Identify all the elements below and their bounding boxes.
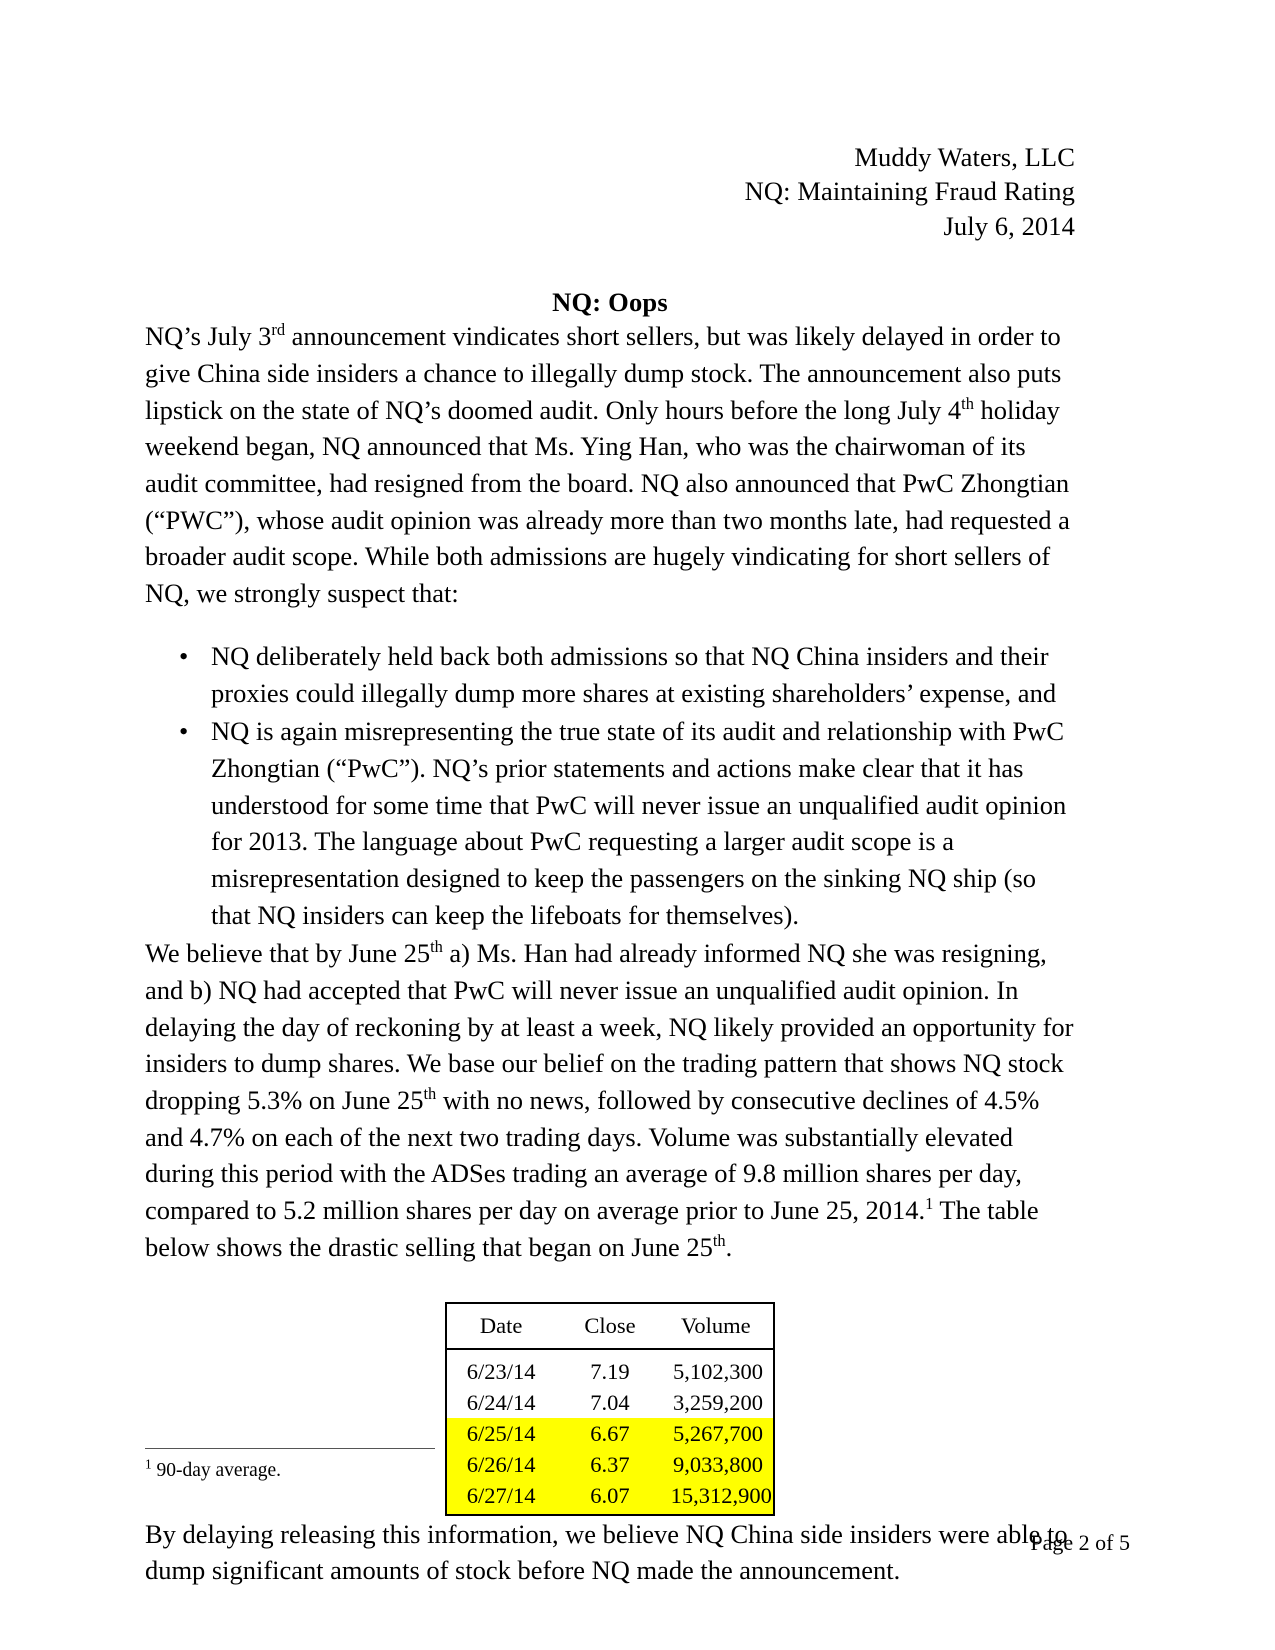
- para1-sup2: th: [961, 393, 974, 413]
- cell-date: 6/24/14: [466, 1389, 536, 1415]
- cell-volume: 5,102,300: [673, 1358, 763, 1384]
- cell-date: 6/23/14: [466, 1358, 536, 1384]
- page-title: NQ: Oops: [552, 287, 668, 318]
- footnote-entry: [145, 1458, 1075, 1483]
- cell-volume: 9,033,800: [665, 1449, 774, 1480]
- header-date: July 6, 2014: [943, 210, 1075, 241]
- price-volume-table: [445, 1302, 775, 1516]
- cell-date: 6/26/14: [446, 1449, 555, 1480]
- paragraph-conclusion: By delaying releasing this information, we believe NQ China side insiders were able to dump significant amounts of stock before NQ made the announcement.: [145, 1518, 1068, 1586]
- header-subject: NQ: Maintaining Fraud Rating: [744, 176, 1075, 207]
- bullet-text: NQ deliberately held back both admissions so that NQ China insiders and their proxies could illegally dump more shares at existing shareholders’ expense, and: [211, 640, 1057, 708]
- price-volume-table-wrapper: [145, 1302, 1075, 1516]
- cell-date: 6/27/14: [446, 1480, 555, 1515]
- bullet-text: NQ is again misrepresenting the true state of its audit and relationship with PwC Zhongtian (“PwC”). NQ’s prior statements and actions make clear that it has understood for some time that PwC will never issue an unqualified audit opinion for 2013. The language about PwC requesting a larger audit scope is a misrepresentation designed to keep the passengers on the sinking NQ ship (so that NQ insiders can keep the lifeboats for themselves).: [211, 716, 1067, 930]
- paragraph-intro: [145, 318, 1075, 612]
- cell-volume: 15,312,900: [665, 1480, 774, 1515]
- para1-seg1: NQ’s July 3: [145, 321, 272, 352]
- column-header-volume: Volume: [665, 1303, 774, 1349]
- para2-sup1: th: [430, 937, 443, 957]
- list-item: [145, 638, 1075, 711]
- para2-seg4: The table below shows the drastic selling that began on June 25: [145, 1195, 1039, 1262]
- bullet-icon: •: [179, 716, 189, 747]
- table-row-highlighted: [446, 1418, 774, 1449]
- cell-date: 6/25/14: [446, 1418, 555, 1449]
- para1-seg3: holiday weekend began, NQ announced that Ms. Ying Han, who was the chairwoman of its audit committee, had resigned from the board. NQ also announced that PwC Zhongtian (“PWC”), whose audit opinion was already more than two months late, had requested a broader audit scope. While both admissions are hugely vindicating for short sellers of NQ, we strongly suspect that:: [145, 394, 1070, 609]
- document-header: [145, 140, 1075, 243]
- header-company: Muddy Waters, LLC: [854, 142, 1075, 172]
- footnote-area: [145, 1448, 1075, 1483]
- table-row-highlighted: [446, 1480, 774, 1515]
- table-header-row: [446, 1303, 774, 1349]
- cell-close: 6.67: [555, 1418, 664, 1449]
- table-row: [446, 1387, 774, 1418]
- para1-sup1: rd: [271, 320, 286, 340]
- list-item: [145, 713, 1075, 933]
- para2-sup2: th: [423, 1084, 437, 1104]
- cell-volume: 3,259,200: [673, 1389, 763, 1415]
- footnote-body: 90-day average.: [151, 1460, 282, 1481]
- column-header-date: Date: [446, 1303, 555, 1349]
- column-header-close: Close: [555, 1303, 664, 1349]
- para2-seg3: with no news, followed by consecutive declines of 4.5% and 4.7% on each of the next two trading days. Volume was substantially elevated during this period with the ADSes trading an average of 9.8 million shares per day, compared to 5.2 million shares per day on average prior to June 25, 2014.: [145, 1085, 1040, 1226]
- suspicion-bullet-list: [145, 638, 1075, 934]
- para2-seg2: a) Ms. Han had already informed NQ she was resigning, and b) NQ had accepted that PwC will never issue an unqualified audit opinion. In delaying the day of reckoning by at least a week, NQ likely provided an opportunity for insiders to dump shares. We base our belief on the trading pattern that shows NQ stock dropping 5.3% on June 25: [145, 938, 1074, 1116]
- footnote-marker: 1: [145, 1456, 152, 1472]
- cell-close: 7.19: [590, 1358, 630, 1384]
- footnote-separator: [145, 1448, 435, 1449]
- cell-close: 6.07: [555, 1480, 664, 1515]
- para2-sup4: th: [712, 1230, 726, 1250]
- paragraph-trading-pattern: [145, 935, 1075, 1265]
- cell-volume: 5,267,700: [665, 1418, 774, 1449]
- cell-close: 6.37: [555, 1449, 664, 1480]
- para2-seg1: We believe that by June 25: [145, 938, 431, 969]
- para1-seg2: announcement vindicates short sellers, but was likely delayed in order to give China side insiders a chance to illegally dump stock. The announcement also puts lipstick on the state of NQ’s doomed audit. Only hours before the long July 4: [145, 321, 1062, 425]
- bullet-icon: •: [179, 640, 189, 671]
- table-row: [446, 1349, 774, 1388]
- cell-close: 7.04: [590, 1389, 630, 1415]
- footnote-ref[interactable]: 1: [925, 1194, 934, 1214]
- page-content: [145, 140, 1075, 1589]
- page-number: Page 2 of 5: [1030, 1530, 1130, 1555]
- para2-seg5: .: [725, 1231, 733, 1262]
